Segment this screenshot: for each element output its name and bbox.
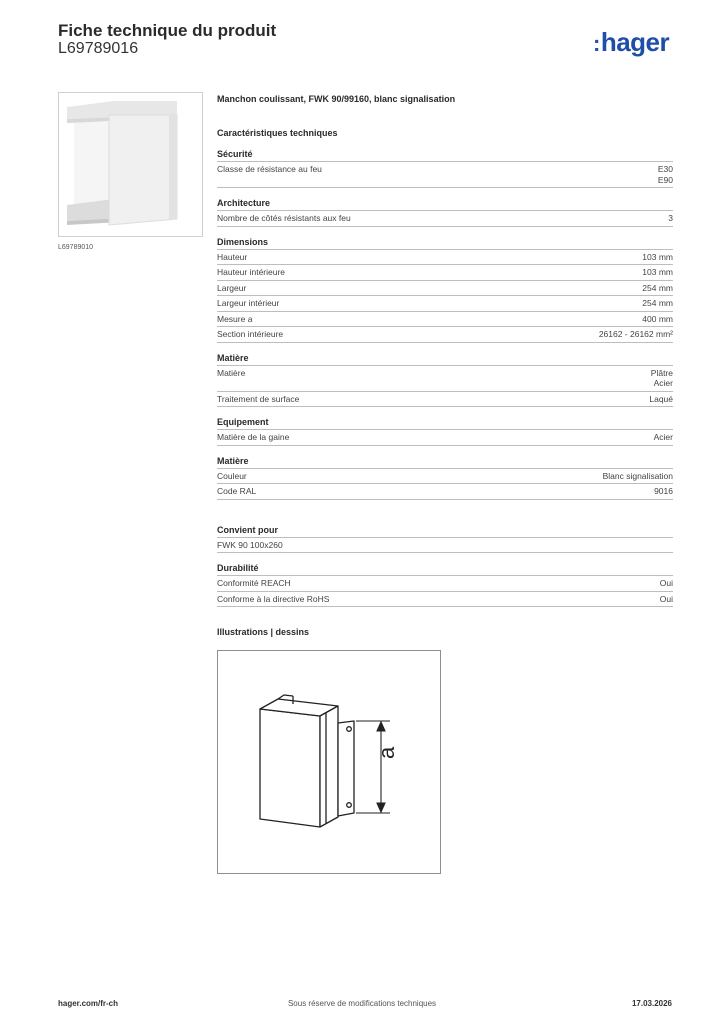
spec-value-line: 9016 bbox=[654, 486, 673, 496]
spec-section bbox=[217, 149, 673, 188]
spec-row bbox=[217, 538, 673, 554]
spec-label: Largeur bbox=[217, 282, 247, 293]
product-code: L69789016 bbox=[58, 40, 139, 57]
spec-section bbox=[217, 456, 673, 500]
spec-label: Largeur intérieur bbox=[217, 298, 280, 308]
spec-row bbox=[217, 484, 673, 500]
footer-date: 17.03.2026 bbox=[631, 999, 672, 1008]
footer-website-link[interactable]: hager.com/fr-ch bbox=[58, 999, 119, 1008]
spec-label: Hauteur intérieure bbox=[217, 267, 286, 277]
spec-row bbox=[217, 576, 673, 592]
spec-row bbox=[217, 265, 673, 281]
spec-value-line: 103 mm bbox=[642, 251, 673, 262]
spec-value-line: E90 bbox=[657, 174, 673, 185]
spec-value bbox=[660, 578, 673, 589]
spec-row bbox=[217, 211, 673, 227]
spec-value bbox=[603, 471, 673, 482]
spec-value bbox=[654, 486, 673, 497]
spec-value-line: Plâtre bbox=[650, 367, 673, 378]
section-title: Convient pour bbox=[217, 525, 673, 538]
page-title: Fiche technique du produit bbox=[58, 21, 277, 40]
spec-label: FWK 90 100x260 bbox=[217, 539, 283, 550]
spec-value-line: Acier bbox=[653, 378, 673, 388]
spec-label: Section intérieure bbox=[217, 329, 284, 339]
spec-value bbox=[660, 594, 673, 605]
spec-sections bbox=[217, 149, 673, 607]
spec-value-line: Blanc signalisation bbox=[602, 470, 673, 481]
drawing-svg bbox=[218, 651, 440, 873]
product-photo bbox=[58, 92, 203, 237]
spec-row bbox=[217, 430, 673, 446]
spec-value-line: Oui bbox=[659, 578, 673, 588]
spec-value-line: 103 mm bbox=[642, 267, 673, 277]
spec-label: Classe de résistance au feu bbox=[217, 164, 322, 174]
section-title: Architecture bbox=[217, 198, 673, 211]
product-photo-image bbox=[59, 93, 202, 236]
spec-value-line: Laqué bbox=[649, 393, 673, 404]
spec-value bbox=[642, 267, 673, 278]
spec-value bbox=[649, 394, 673, 405]
spec-value-line: 254 mm bbox=[642, 282, 673, 293]
spec-section bbox=[217, 198, 673, 227]
spec-row bbox=[217, 296, 673, 312]
spec-section bbox=[217, 353, 673, 408]
section-title: Durabilité bbox=[217, 563, 673, 576]
spec-section bbox=[217, 563, 673, 607]
spec-value-line: 3 bbox=[668, 213, 673, 223]
spec-label: Code RAL bbox=[217, 486, 257, 496]
spec-row bbox=[217, 162, 673, 188]
spec-value bbox=[668, 213, 673, 224]
spec-label: Matière de la gaine bbox=[217, 432, 290, 442]
section-title: Matière bbox=[217, 353, 673, 366]
tech-heading: Caractéristiques techniques bbox=[217, 128, 338, 138]
photo-caption: L69789010 bbox=[58, 244, 94, 251]
technical-drawing bbox=[217, 650, 441, 874]
spec-value-line: Acier bbox=[653, 432, 673, 442]
illustrations-heading: Illustrations | dessins bbox=[217, 627, 310, 637]
logo-text: hager bbox=[600, 27, 670, 57]
spec-label: Couleur bbox=[217, 470, 247, 481]
spec-value-line: 400 mm bbox=[642, 313, 673, 324]
spec-value bbox=[642, 314, 673, 325]
spec-value bbox=[654, 432, 673, 443]
spec-value bbox=[642, 252, 673, 263]
spec-label: Traitement de surface bbox=[217, 393, 300, 404]
section-title: Sécurité bbox=[217, 149, 673, 162]
section-title: Equipement bbox=[217, 417, 673, 430]
spec-row bbox=[217, 312, 673, 328]
spec-value-line: 26162 - 26162 mm² bbox=[598, 329, 673, 339]
spec-value-line: 254 mm bbox=[642, 298, 673, 308]
section-title: Matière bbox=[217, 456, 673, 469]
spec-label: Nombre de côtés résistants aux feu bbox=[217, 213, 351, 223]
section-title: Dimensions bbox=[217, 237, 673, 250]
spec-value bbox=[642, 298, 673, 309]
logo-dots-icon: : bbox=[593, 31, 600, 56]
spec-section bbox=[217, 237, 673, 343]
product-title: Manchon coulissant, FWK 90/99160, blanc signalisation bbox=[217, 94, 456, 104]
spec-row bbox=[217, 327, 673, 343]
spec-label: Conformité REACH bbox=[217, 578, 291, 588]
spec-row bbox=[217, 469, 673, 485]
spec-value-line: E30 bbox=[657, 164, 673, 174]
spec-section bbox=[217, 417, 673, 446]
spec-label: Mesure a bbox=[217, 313, 253, 324]
spec-value bbox=[642, 283, 673, 294]
hager-logo[interactable] bbox=[593, 27, 669, 58]
spec-label: Hauteur bbox=[217, 251, 248, 262]
footer-disclaimer: Sous réserve de modifications techniques bbox=[287, 999, 437, 1008]
spec-section bbox=[217, 525, 673, 554]
spec-value bbox=[651, 368, 673, 389]
spec-row bbox=[217, 366, 673, 392]
spec-content bbox=[217, 94, 673, 645]
spec-value bbox=[658, 164, 673, 185]
dimension-label-a: a bbox=[374, 746, 399, 759]
spec-value bbox=[599, 329, 673, 340]
spec-label: Conforme à la directive RoHS bbox=[217, 593, 330, 604]
spec-row bbox=[217, 281, 673, 297]
spec-row bbox=[217, 392, 673, 408]
spec-value-line: Oui bbox=[659, 593, 673, 604]
spec-row bbox=[217, 592, 673, 608]
spec-row bbox=[217, 250, 673, 266]
spec-label: Matière bbox=[217, 367, 246, 378]
